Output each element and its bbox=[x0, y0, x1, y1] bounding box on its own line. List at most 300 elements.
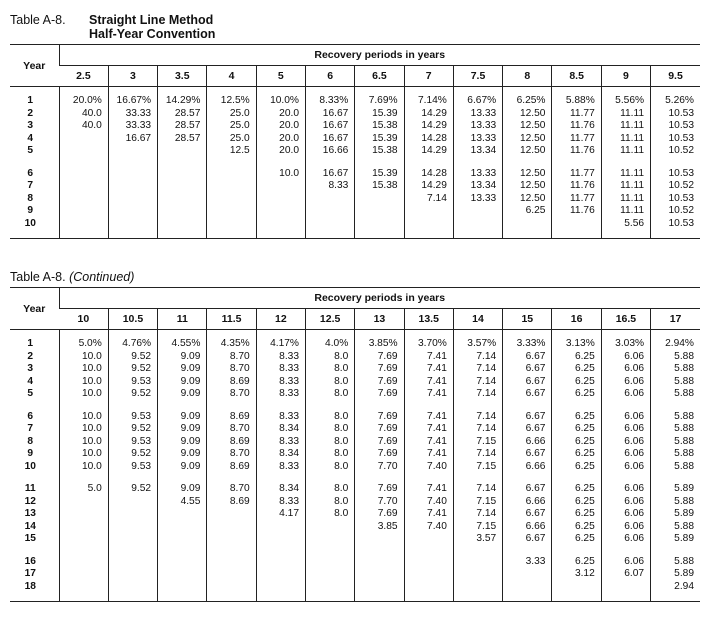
column-header: 7.5 bbox=[453, 66, 502, 87]
spacer-row bbox=[10, 230, 700, 239]
column-header: 9 bbox=[601, 66, 650, 87]
table-row bbox=[10, 533, 700, 546]
rate-cell: 8.0 bbox=[305, 423, 354, 436]
rate-cell bbox=[305, 205, 354, 218]
rate-cell bbox=[305, 193, 354, 206]
rate-cell: 5.88 bbox=[651, 556, 700, 569]
year-cell: 17 bbox=[24, 568, 36, 579]
rate-cell: 9.52 bbox=[108, 388, 157, 401]
rate-cell: 15.38 bbox=[355, 120, 404, 133]
rate-cell: 11.11 bbox=[601, 145, 650, 158]
spacer-cell bbox=[59, 230, 108, 239]
spacer-cell bbox=[207, 158, 256, 168]
table-row bbox=[10, 483, 700, 496]
rate-cell: 8.34 bbox=[256, 423, 305, 436]
rate-cell bbox=[108, 521, 157, 534]
rate-cell: 9.52 bbox=[108, 423, 157, 436]
rate-cell: 7.69 bbox=[355, 436, 404, 449]
rate-cell: 3.57% bbox=[453, 338, 502, 351]
rate-cell: 9.52 bbox=[108, 351, 157, 364]
rate-cell: 7.41 bbox=[404, 363, 453, 376]
rate-cell bbox=[158, 218, 207, 231]
rate-cell: 7.14 bbox=[453, 448, 502, 461]
rate-cell: 7.41 bbox=[404, 436, 453, 449]
rate-cell: 6.67 bbox=[503, 351, 552, 364]
rate-cell: 5.88 bbox=[651, 423, 700, 436]
rate-cell bbox=[207, 508, 256, 521]
table-row bbox=[10, 411, 700, 424]
rate-cell: 3.13% bbox=[552, 338, 601, 351]
spacer-cell bbox=[503, 593, 552, 602]
spacer-cell bbox=[453, 330, 502, 339]
spacer-cell bbox=[601, 230, 650, 239]
rate-cell bbox=[552, 581, 601, 594]
rate-cell: 12.50 bbox=[503, 168, 552, 181]
spacer-cell bbox=[59, 593, 108, 602]
spacer-cell bbox=[158, 401, 207, 411]
rate-cell bbox=[453, 218, 502, 231]
rate-cell: 25.0 bbox=[207, 120, 256, 133]
rate-cell: 6.25 bbox=[552, 448, 601, 461]
rate-cell bbox=[256, 581, 305, 594]
rate-cell: 8.34 bbox=[256, 448, 305, 461]
rate-cell: 8.0 bbox=[305, 363, 354, 376]
rate-cell: 11.76 bbox=[552, 145, 601, 158]
spacer-cell bbox=[305, 546, 354, 556]
rate-cell bbox=[256, 205, 305, 218]
rate-cell: 3.85% bbox=[355, 338, 404, 351]
rate-cell: 13.34 bbox=[453, 145, 502, 158]
rate-cell: 6.06 bbox=[601, 363, 650, 376]
rate-cell: 9.53 bbox=[108, 376, 157, 389]
rate-cell: 4.76% bbox=[108, 338, 157, 351]
table-row bbox=[10, 168, 700, 181]
spacer-cell bbox=[404, 230, 453, 239]
year-cell: 5 bbox=[27, 388, 34, 399]
rate-cell: 7.14 bbox=[453, 411, 502, 424]
rate-cell bbox=[256, 193, 305, 206]
spacer-cell bbox=[601, 87, 650, 96]
rate-cell: 8.69 bbox=[207, 496, 256, 509]
rate-cell: 8.34 bbox=[256, 483, 305, 496]
rate-cell: 6.25 bbox=[552, 423, 601, 436]
spacer-cell bbox=[552, 87, 601, 96]
rate-cell: 6.67 bbox=[503, 533, 552, 546]
spacer-cell bbox=[453, 158, 502, 168]
rate-cell: 10.53 bbox=[651, 168, 700, 181]
rate-cell: 5.88 bbox=[651, 388, 700, 401]
spacer-row bbox=[10, 473, 700, 483]
rate-cell: 7.69 bbox=[355, 388, 404, 401]
rate-cell: 7.69 bbox=[355, 483, 404, 496]
spacer-cell bbox=[10, 473, 59, 483]
rate-cell: 8.33 bbox=[256, 363, 305, 376]
rate-cell: 4.17% bbox=[256, 338, 305, 351]
rate-cell: 6.06 bbox=[601, 448, 650, 461]
year-cell: 3 bbox=[27, 363, 34, 374]
rate-cell: 10.52 bbox=[651, 180, 700, 193]
rate-cell: 7.69 bbox=[355, 508, 404, 521]
rate-cell: 7.41 bbox=[404, 351, 453, 364]
rate-cell: 11.11 bbox=[601, 133, 650, 146]
spacer-cell bbox=[651, 87, 700, 96]
year-cell: 14 bbox=[24, 520, 36, 532]
rate-cell bbox=[59, 193, 108, 206]
rate-cell: 7.14% bbox=[404, 95, 453, 108]
rate-cell: 9.09 bbox=[158, 363, 207, 376]
rate-cell: 11.11 bbox=[601, 205, 650, 218]
rate-cell: 10.52 bbox=[651, 205, 700, 218]
table-row bbox=[10, 388, 700, 401]
rate-cell: 6.25 bbox=[552, 363, 601, 376]
table2-title bbox=[10, 270, 134, 284]
spacer-cell bbox=[651, 473, 700, 483]
rate-cell: 9.53 bbox=[108, 411, 157, 424]
rate-cell: 10.0 bbox=[256, 168, 305, 181]
rate-cell bbox=[305, 556, 354, 569]
rate-cell: 8.69 bbox=[207, 411, 256, 424]
rate-cell: 28.57 bbox=[158, 133, 207, 146]
spacer-cell bbox=[108, 158, 157, 168]
spacer-cell bbox=[355, 401, 404, 411]
rate-cell: 16.67% bbox=[108, 95, 157, 108]
rate-cell: 7.15 bbox=[453, 461, 502, 474]
spacer-cell bbox=[404, 158, 453, 168]
table2-label: Table A-8. bbox=[10, 270, 66, 284]
rate-cell: 9.53 bbox=[108, 461, 157, 474]
rate-cell: 8.0 bbox=[305, 388, 354, 401]
rate-cell: 7.41 bbox=[404, 388, 453, 401]
rate-cell: 5.56% bbox=[601, 95, 650, 108]
rate-cell: 7.40 bbox=[404, 461, 453, 474]
rate-cell: 11.77 bbox=[552, 168, 601, 181]
rate-cell: 13.33 bbox=[453, 133, 502, 146]
rate-cell: 8.70 bbox=[207, 363, 256, 376]
spacer-cell bbox=[256, 87, 305, 96]
table-row bbox=[10, 521, 700, 534]
rate-cell: 5.89 bbox=[651, 508, 700, 521]
rate-cell: 14.29 bbox=[404, 180, 453, 193]
rate-cell: 8.33 bbox=[256, 496, 305, 509]
spacer-cell bbox=[651, 158, 700, 168]
rate-cell: 13.33 bbox=[453, 120, 502, 133]
rate-cell: 14.29 bbox=[404, 120, 453, 133]
spacer-cell bbox=[305, 330, 354, 339]
rate-cell bbox=[404, 218, 453, 231]
year-cell: 11 bbox=[24, 483, 36, 494]
rate-cell bbox=[59, 521, 108, 534]
rate-cell: 6.06 bbox=[601, 508, 650, 521]
column-header: 16.5 bbox=[601, 309, 650, 330]
spacer-cell bbox=[10, 87, 59, 96]
spacer-cell bbox=[10, 330, 59, 339]
rate-cell: 6.25 bbox=[552, 521, 601, 534]
year-cell: 18 bbox=[24, 580, 36, 592]
table-row bbox=[10, 581, 700, 594]
rate-cell bbox=[108, 168, 157, 181]
spacer-cell bbox=[59, 401, 108, 411]
rate-cell: 6.06 bbox=[601, 496, 650, 509]
spacer-cell bbox=[503, 473, 552, 483]
rate-cell: 7.14 bbox=[453, 388, 502, 401]
table-row bbox=[10, 461, 700, 474]
spacer-cell bbox=[305, 401, 354, 411]
spacer-cell bbox=[503, 87, 552, 96]
spacer-cell bbox=[601, 593, 650, 602]
rate-cell: 5.88 bbox=[651, 376, 700, 389]
spacer-cell bbox=[108, 230, 157, 239]
rate-cell bbox=[59, 568, 108, 581]
rate-cell bbox=[158, 193, 207, 206]
year-cell: 5 bbox=[27, 145, 34, 156]
rate-cell: 7.41 bbox=[404, 423, 453, 436]
rate-cell: 8.0 bbox=[305, 411, 354, 424]
rate-cell: 6.06 bbox=[601, 411, 650, 424]
rate-cell: 8.70 bbox=[207, 448, 256, 461]
rate-cell: 7.69 bbox=[355, 351, 404, 364]
rate-cell: 15.39 bbox=[355, 133, 404, 146]
rate-cell bbox=[355, 218, 404, 231]
column-header: 14 bbox=[453, 309, 502, 330]
spacer-cell bbox=[355, 158, 404, 168]
rate-cell: 8.0 bbox=[305, 376, 354, 389]
rate-cell: 16.67 bbox=[305, 120, 354, 133]
rate-cell: 8.33 bbox=[256, 436, 305, 449]
rate-cell bbox=[453, 568, 502, 581]
spacer-cell bbox=[453, 230, 502, 239]
rate-cell: 7.14 bbox=[453, 508, 502, 521]
spacer-cell bbox=[256, 546, 305, 556]
rate-cell bbox=[59, 218, 108, 231]
spacer-cell bbox=[305, 473, 354, 483]
rate-cell: 9.09 bbox=[158, 483, 207, 496]
table-row bbox=[10, 423, 700, 436]
rate-cell: 8.33 bbox=[256, 461, 305, 474]
spacer-cell bbox=[10, 546, 59, 556]
column-header: 9.5 bbox=[651, 66, 700, 87]
year-cell: 6 bbox=[27, 410, 34, 422]
rate-cell: 2.94% bbox=[651, 338, 700, 351]
year-cell: 9 bbox=[27, 448, 34, 459]
spacer-cell bbox=[108, 473, 157, 483]
rate-cell: 11.11 bbox=[601, 168, 650, 181]
spacer-cell bbox=[256, 593, 305, 602]
rate-cell bbox=[453, 581, 502, 594]
rate-cell bbox=[59, 205, 108, 218]
rate-cell bbox=[404, 205, 453, 218]
rate-cell bbox=[355, 205, 404, 218]
rate-cell: 20.0 bbox=[256, 120, 305, 133]
spacer-cell bbox=[651, 330, 700, 339]
rate-cell: 40.0 bbox=[59, 108, 108, 121]
table-row bbox=[10, 133, 700, 146]
rate-cell: 5.88% bbox=[552, 95, 601, 108]
rate-cell bbox=[305, 568, 354, 581]
spacer-cell bbox=[453, 87, 502, 96]
rate-cell bbox=[158, 205, 207, 218]
spacer-cell bbox=[453, 473, 502, 483]
rate-cell: 8.33% bbox=[305, 95, 354, 108]
rate-cell bbox=[59, 556, 108, 569]
spacer-cell bbox=[355, 593, 404, 602]
column-header: 13 bbox=[355, 309, 404, 330]
spacer-cell bbox=[256, 473, 305, 483]
table-row bbox=[10, 556, 700, 569]
rate-cell: 25.0 bbox=[207, 133, 256, 146]
spacer-cell bbox=[651, 230, 700, 239]
rate-cell bbox=[158, 568, 207, 581]
rate-cell: 20.0 bbox=[256, 108, 305, 121]
rate-cell bbox=[158, 533, 207, 546]
rate-cell: 6.06 bbox=[601, 376, 650, 389]
column-header: 3.5 bbox=[158, 66, 207, 87]
rate-cell: 6.06 bbox=[601, 533, 650, 546]
spacer-cell bbox=[158, 87, 207, 96]
rate-cell: 10.0 bbox=[59, 423, 108, 436]
column-header: 12.5 bbox=[305, 309, 354, 330]
rate-cell bbox=[503, 581, 552, 594]
spacer-cell bbox=[503, 546, 552, 556]
rate-cell bbox=[108, 218, 157, 231]
spacer-cell bbox=[158, 546, 207, 556]
rate-cell: 7.15 bbox=[453, 496, 502, 509]
rate-cell bbox=[158, 508, 207, 521]
rate-cell: 5.89 bbox=[651, 533, 700, 546]
spacer-cell bbox=[256, 230, 305, 239]
rate-cell: 20.0% bbox=[59, 95, 108, 108]
table1-group-header: Recovery periods in years bbox=[59, 45, 700, 66]
table-row bbox=[10, 218, 700, 231]
rate-cell: 10.53 bbox=[651, 193, 700, 206]
rate-cell bbox=[59, 145, 108, 158]
table-row bbox=[10, 376, 700, 389]
rate-cell: 12.50 bbox=[503, 133, 552, 146]
spacer-cell bbox=[453, 546, 502, 556]
spacer-row bbox=[10, 593, 700, 602]
spacer-cell bbox=[404, 330, 453, 339]
rate-cell: 7.41 bbox=[404, 448, 453, 461]
rate-cell: 8.0 bbox=[305, 436, 354, 449]
rate-cell: 10.0 bbox=[59, 448, 108, 461]
rate-cell: 7.15 bbox=[453, 521, 502, 534]
rate-cell: 33.33 bbox=[108, 120, 157, 133]
column-header: 2.5 bbox=[59, 66, 108, 87]
spacer-cell bbox=[601, 546, 650, 556]
rate-cell: 11.11 bbox=[601, 193, 650, 206]
rate-cell bbox=[59, 508, 108, 521]
rate-cell: 10.53 bbox=[651, 108, 700, 121]
rate-cell: 7.70 bbox=[355, 461, 404, 474]
spacer-cell bbox=[355, 87, 404, 96]
rate-cell: 6.67 bbox=[503, 508, 552, 521]
rate-cell: 8.0 bbox=[305, 483, 354, 496]
year-cell: 7 bbox=[27, 423, 34, 434]
rate-cell: 9.09 bbox=[158, 411, 207, 424]
rate-cell: 5.89 bbox=[651, 568, 700, 581]
table2-continued: (Continued) bbox=[69, 270, 135, 284]
rate-cell: 6.25 bbox=[552, 508, 601, 521]
spacer-cell bbox=[59, 473, 108, 483]
rate-cell: 7.14 bbox=[453, 363, 502, 376]
rate-cell: 14.28 bbox=[404, 133, 453, 146]
year-cell: 4 bbox=[27, 375, 34, 387]
rate-cell bbox=[256, 521, 305, 534]
rate-cell: 6.66 bbox=[503, 521, 552, 534]
rate-cell: 7.14 bbox=[453, 351, 502, 364]
rate-cell: 20.0 bbox=[256, 145, 305, 158]
rate-cell: 3.57 bbox=[453, 533, 502, 546]
spacer-cell bbox=[59, 330, 108, 339]
rate-cell: 11.77 bbox=[552, 193, 601, 206]
rate-cell: 7.14 bbox=[453, 483, 502, 496]
rate-cell: 10.52 bbox=[651, 145, 700, 158]
rate-cell: 12.5% bbox=[207, 95, 256, 108]
rate-cell bbox=[207, 193, 256, 206]
spacer-cell bbox=[207, 593, 256, 602]
rate-cell bbox=[305, 218, 354, 231]
rate-cell: 3.03% bbox=[601, 338, 650, 351]
rate-cell bbox=[59, 581, 108, 594]
rate-cell: 11.11 bbox=[601, 180, 650, 193]
rate-cell bbox=[108, 533, 157, 546]
rate-cell: 16.66 bbox=[305, 145, 354, 158]
spacer-row bbox=[10, 546, 700, 556]
rate-cell: 15.38 bbox=[355, 180, 404, 193]
spacer-cell bbox=[59, 546, 108, 556]
rate-cell: 7.69 bbox=[355, 376, 404, 389]
rate-cell: 6.67 bbox=[503, 388, 552, 401]
table1-label: Table A-8. bbox=[10, 13, 66, 27]
column-header: 7 bbox=[404, 66, 453, 87]
rate-cell bbox=[108, 556, 157, 569]
spacer-cell bbox=[10, 593, 59, 602]
rate-cell: 11.76 bbox=[552, 205, 601, 218]
rate-cell: 3.70% bbox=[404, 338, 453, 351]
rate-cell: 6.67 bbox=[503, 411, 552, 424]
rate-cell bbox=[355, 581, 404, 594]
rate-cell: 5.88 bbox=[651, 448, 700, 461]
rate-cell: 9.09 bbox=[158, 388, 207, 401]
rate-cell: 4.35% bbox=[207, 338, 256, 351]
rate-cell bbox=[59, 180, 108, 193]
spacer-row bbox=[10, 87, 700, 96]
rate-cell bbox=[108, 180, 157, 193]
year-cell: 8 bbox=[27, 192, 34, 204]
spacer-cell bbox=[355, 330, 404, 339]
spacer-cell bbox=[404, 87, 453, 96]
rate-cell: 8.0 bbox=[305, 508, 354, 521]
column-header: 5 bbox=[256, 66, 305, 87]
rate-cell: 10.53 bbox=[651, 218, 700, 231]
table2-year-header: Year bbox=[10, 288, 59, 330]
rate-cell: 5.56 bbox=[601, 218, 650, 231]
rate-cell: 4.17 bbox=[256, 508, 305, 521]
rate-cell bbox=[59, 496, 108, 509]
rate-cell: 3.33% bbox=[503, 338, 552, 351]
column-header: 6.5 bbox=[355, 66, 404, 87]
column-header: 10.5 bbox=[108, 309, 157, 330]
rate-cell: 7.14 bbox=[404, 193, 453, 206]
rate-cell: 8.69 bbox=[207, 376, 256, 389]
table-row bbox=[10, 338, 700, 351]
rate-cell bbox=[404, 581, 453, 594]
table-row bbox=[10, 436, 700, 449]
year-cell: 10 bbox=[24, 460, 36, 472]
rate-cell: 11.11 bbox=[601, 108, 650, 121]
rate-cell: 12.50 bbox=[503, 145, 552, 158]
rate-cell bbox=[355, 556, 404, 569]
rate-cell bbox=[305, 581, 354, 594]
